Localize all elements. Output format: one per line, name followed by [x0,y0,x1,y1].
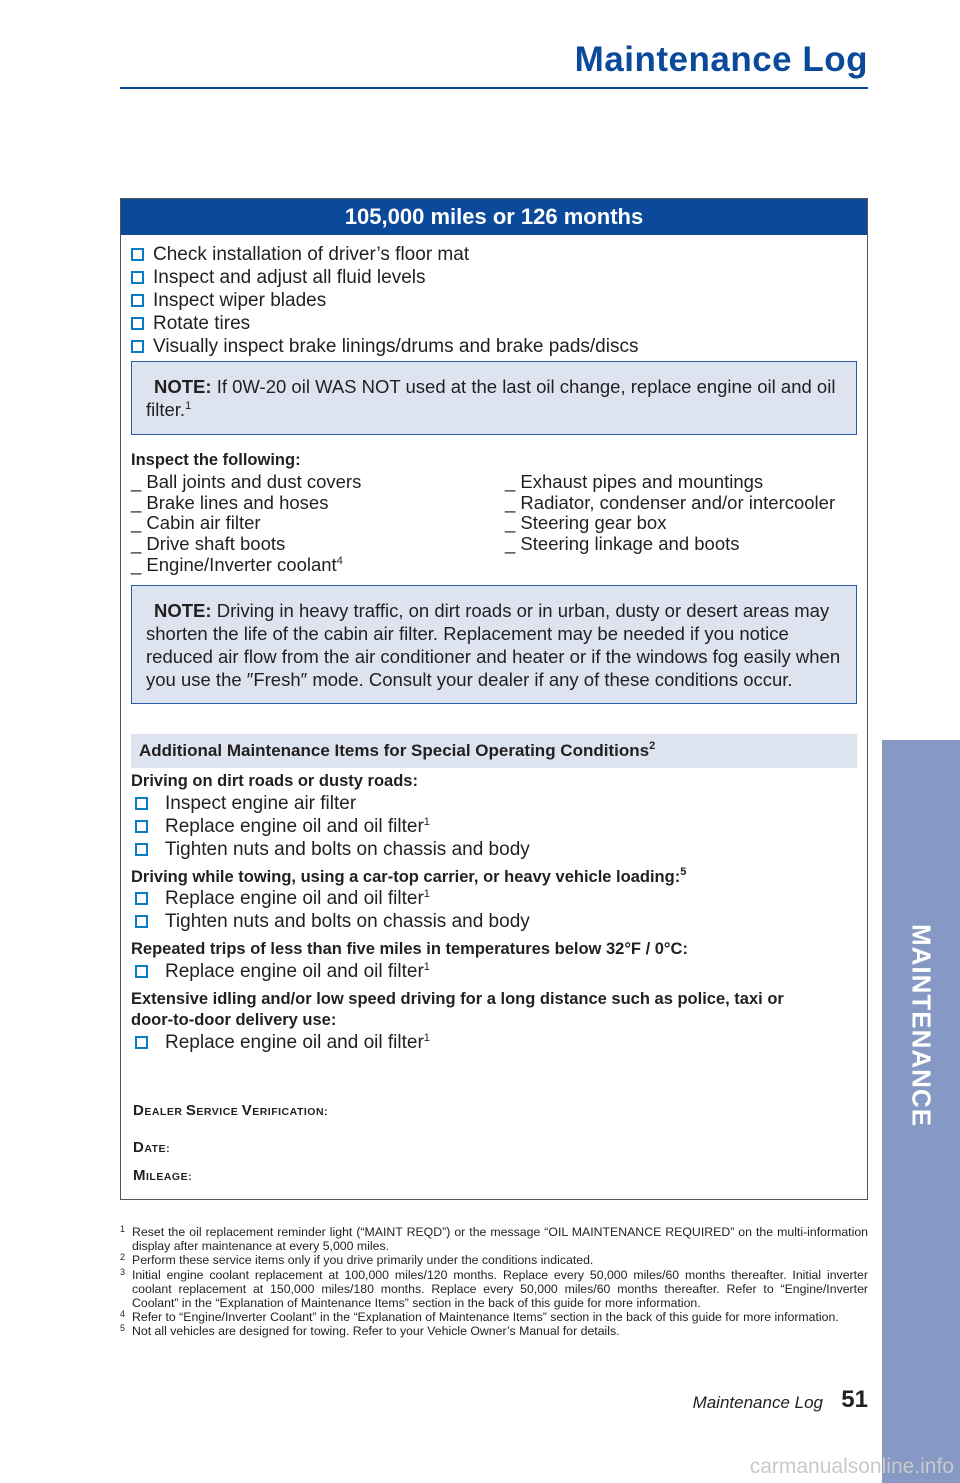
towing-heading: Driving while towing, using a car-top carrier, or heavy vehicle loading:$^5$ [131,866,687,886]
inspect-item: _ Brake lines and hoses [131,491,329,513]
checkbox-icon[interactable] [131,317,144,330]
watermark: carmanualsonline.info [749,1455,954,1478]
checklist-item: Replace engine oil and oil filter$^1$ [131,888,430,910]
checkbox-icon[interactable] [135,965,148,978]
checkbox-icon[interactable] [135,1036,148,1049]
checkbox-icon[interactable] [131,271,144,284]
idling-heading-line2: door-to-door delivery use: [131,1011,337,1029]
checkbox-icon[interactable] [135,843,148,856]
inspect-heading: Inspect the following: [131,451,301,469]
footnote: 3 Initial engine coolant replacement at 100,000 miles/120 months. Replace every 50,000 miles/60 months thereafter. Initial inverter coolant replacement at 150,000 miles/180 months. Replace every 50,000 miles/60 months thereafter. Refer to “Engine/Inverter Coolant” in the “Explanation of Maintenance Items” section in the back of this guide for more information. [120,1266,868,1311]
checklist-item: Tighten nuts and bolts on chassis and body [131,839,530,861]
inspect-item: _ Steering gear box [505,512,667,534]
note-label: NOTE: [154,376,212,397]
checklist-item: Inspect wiper blades [131,290,326,312]
additional-items-heading: Additional Maintenance Items for Special Operating Conditions$^2$ [131,734,857,768]
checkbox-icon[interactable] [135,820,148,833]
idling-heading-line1: Extensive idling and/or low speed driving for a long distance such as police, taxi or [131,990,784,1008]
interval-header: 105,000 miles or 126 months [121,199,867,235]
footnotes [120,1225,868,1339]
checkbox-icon[interactable] [131,294,144,307]
page-number: 51 [841,1386,868,1413]
page-title: Maintenance Log [574,40,868,79]
inspect-item: _ Cabin air filter [131,512,261,534]
note-label: NOTE: [154,600,212,621]
checkbox-icon[interactable] [131,340,144,353]
oil-note: NOTE: If 0W-20 oil WAS NOT used at the last oil change, replace engine oil and oil filter.$^1$ [131,361,857,435]
note-text: If 0W-20 oil WAS NOT used at the last oil change, replace engine oil and oil filter. [146,376,836,420]
checkbox-icon[interactable] [131,248,144,261]
checklist-item: Rotate tires [131,313,250,335]
inspect-item: _ Exhaust pipes and mountings [505,471,764,492]
inspect-item: _ Steering linkage and boots [505,533,740,555]
checklist-item: Inspect and adjust all fluid levels [131,267,426,289]
checklist-item: Replace engine oil and oil filter$^1$ [131,816,430,838]
footnote: 2 Perform these service items only if you drive primarily under the conditions indicated. [120,1252,594,1268]
short-trips-heading: Repeated trips of less than five miles in temperatures below 32°F / 0°C: [131,940,688,958]
inspect-item: _ Engine/Inverter coolant$^4$ [131,553,343,575]
checklist-item: Visually inspect brake linings/drums and brake pads/discs [131,336,638,358]
checklist-item: Inspect engine air filter [131,793,356,815]
cabin-filter-note [131,585,857,704]
footnote: 5 Not all vehicles are designed for towing. Refer to your Vehicle Owner’s Manual for details. [120,1323,620,1339]
side-tab-label: MAINTENANCE [906,923,937,1128]
inspect-list-left [131,472,361,576]
checklist-item: Replace engine oil and oil filter$^1$ [131,961,430,983]
inspect-list-right [505,472,835,555]
note-text: Driving in heavy traffic, on dirt roads or in urban, dusty or desert areas may shorten the life of the cabin air filter. Replacement may be needed if you notice reduced air flow from the air conditioner and heater or if the windows fog easily when you use the ″Fresh″ mode. Consult your dealer if any of these conditions occur. [146,600,841,690]
checklist-item: Check installation of driver’s floor mat [131,244,469,266]
maintenance-log-box [120,198,868,1200]
inspect-item: _ Drive shaft boots [131,533,286,555]
inspect-item: _ Radiator, condenser and/or intercooler [505,491,836,513]
dirt-roads-heading: Driving on dirt roads or dusty roads: [131,772,418,790]
checkbox-icon[interactable] [135,797,148,810]
checkbox-icon[interactable] [135,892,148,905]
checklist-item: Replace engine oil and oil filter$^1$ [131,1032,430,1054]
dealer-verification-label: DEALER SERVICE VERIFICATION: [133,1102,329,1119]
checklist-item: Tighten nuts and bolts on chassis and body [131,911,530,933]
date-label: DATE: [133,1139,171,1156]
checkbox-icon[interactable] [135,915,148,928]
title-divider [120,87,868,89]
footer-section-label: Maintenance Log [692,1393,823,1412]
inspect-item: _ Ball joints and dust covers [131,471,362,492]
footnote: 4 Refer to “Engine/Inverter Coolant” in the “Explanation of Maintenance Items” section in the back of this guide for more information. [120,1309,839,1325]
mileage-label: MILEAGE: [133,1167,193,1184]
section-side-tab [882,740,960,1483]
footnote: 1 Reset the oil replacement reminder light (“MAINT REQD”) or the message “OIL MAINTENANCE REQUIRED” on the multi-information display after maintenance at every 5,000 miles. [120,1224,868,1254]
